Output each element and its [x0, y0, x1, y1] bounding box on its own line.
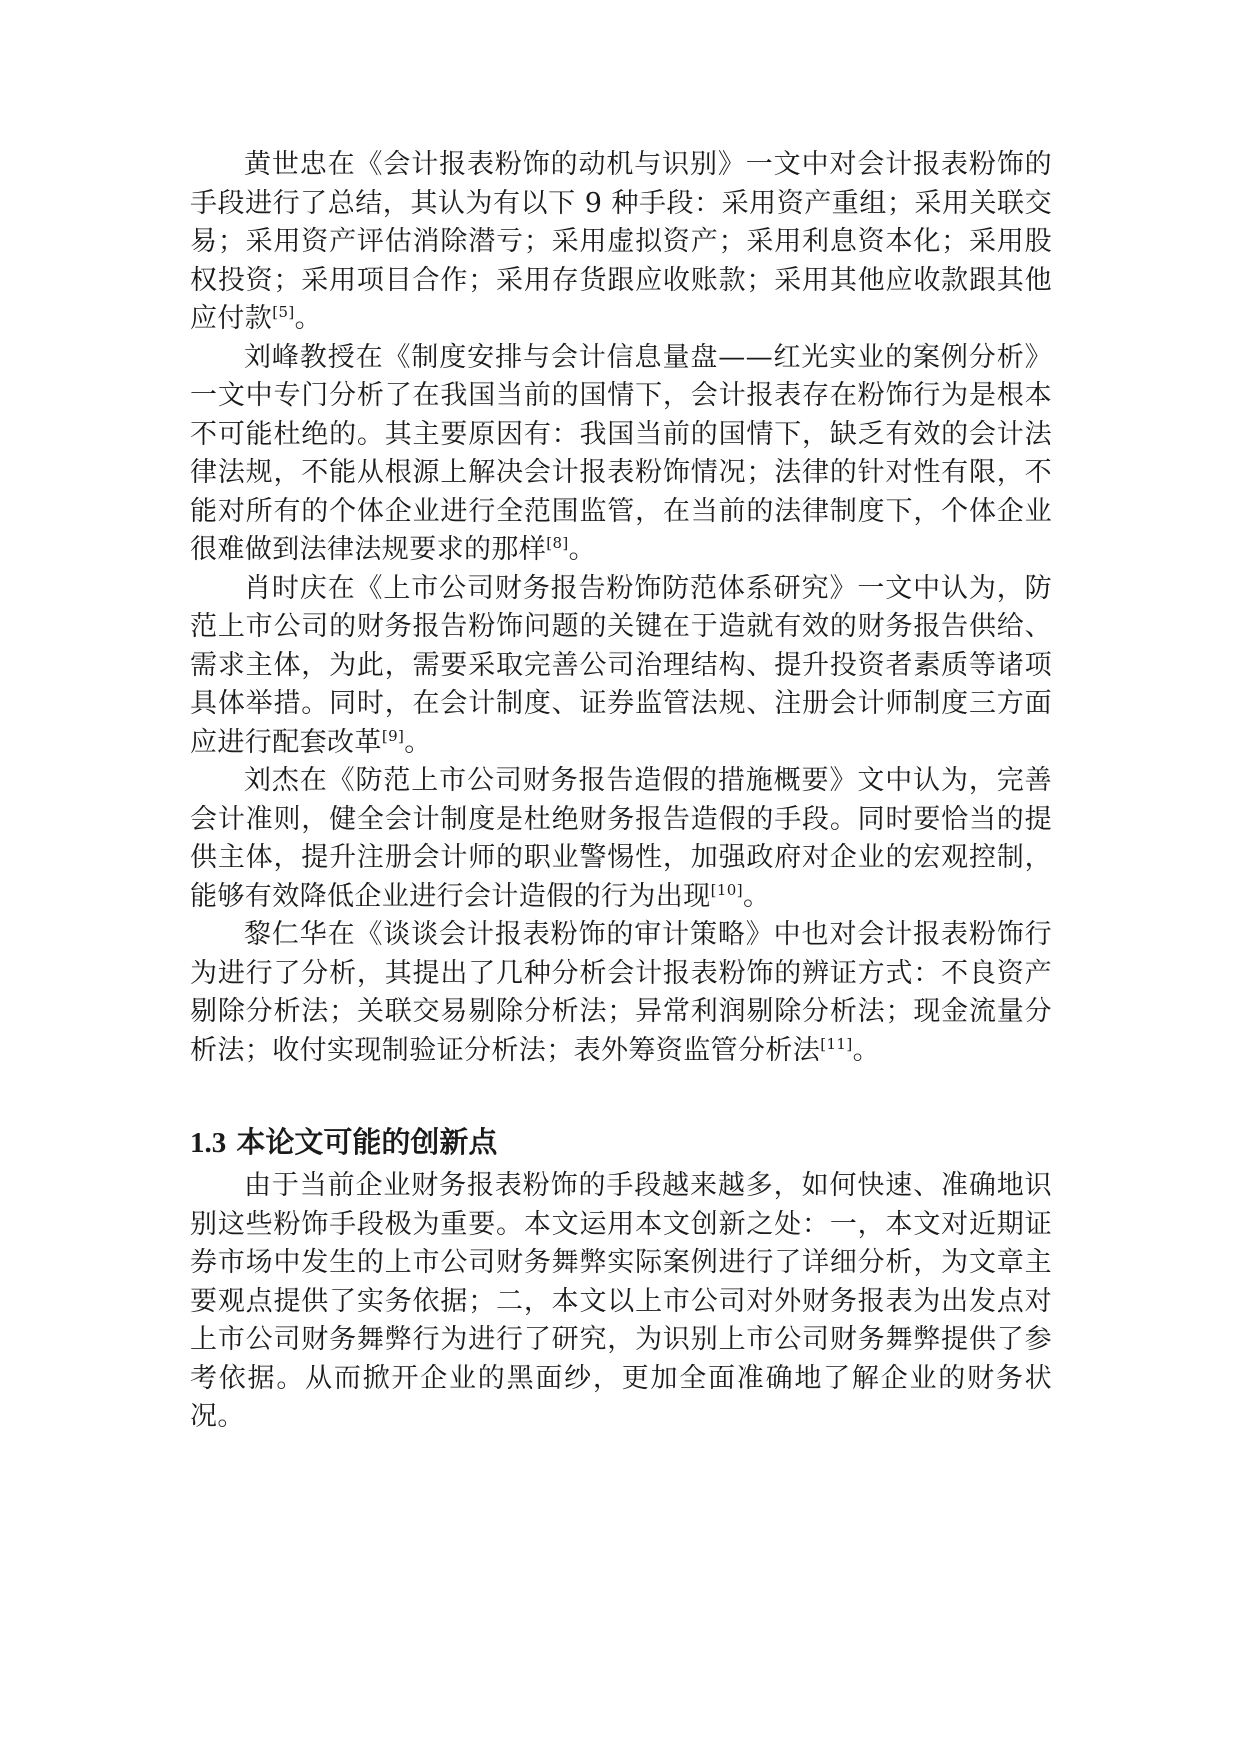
paragraph-text: 由于当前企业财务报表粉饰的手段越来越多，如何快速、准确地识别这些粉饰手段极为重要。本文运用本文创新之处：一，本文对近期证券市场中发生的上市公司财务舞弊实际案例进行了详细分析，为文章主要观点提供了实务依据；二，本文以上市公司对外财务报表为出发点对上市公司财务舞弊行为进行了研究，为识别上市公司财务舞弊提供了参考依据。从而掀开企业的黑面纱，更加全面准确地了解企业的财务状况。 — [190, 1170, 1052, 1432]
citation-ref: [11] — [820, 1034, 853, 1053]
review-paragraph-xiao — [190, 570, 1052, 763]
review-paragraph-liufeng — [190, 339, 1052, 570]
paragraph-end: 。 — [568, 534, 597, 565]
citation-ref: [8] — [546, 534, 569, 552]
citation-ref: [5] — [272, 303, 295, 321]
paragraph-end: 。 — [294, 303, 323, 334]
paragraph-text: 肖时庆在《上市公司财务报告粉饰防范体系研究》一文中认为，防范上市公司的财务报告粉饰问题的关键在于造就有效的财务报告供给、需求主体，为此，需要采取完善公司治理结构、提升投资者素质等诸项具体举措。同时，在会计制度、证券监管法规、注册会计师制度三方面应进行配套改革 — [190, 572, 1052, 758]
innovation-paragraph — [190, 1167, 1052, 1437]
paragraph-text: 黎仁华在《谈谈会计报表粉饰的审计策略》中也对会计报表粉饰行为进行了分析，其提出了几种分析会计报表粉饰的辨证方式：不良资产剔除分析法；关联交易剔除分析法；异常利润剔除分析法；现金流量分析法；收付实现制验证分析法；表外筹资监管分析法 — [190, 919, 1052, 1066]
paragraph-text: 黄世忠在《会计报表粉饰的动机与识别》一文中对会计报表粉饰的手段进行了总结，其认为有以下 9 种手段：采用资产重组；采用关联交易；采用资产评估消除潜亏；采用虚拟资产；采用利息资本化；采用股权投资；采用项目合作；采用存货跟应收账款；采用其他应收款跟其他应付款 — [190, 149, 1052, 334]
section-title: 本论文可能的创新点 — [226, 1125, 498, 1159]
review-paragraph-li — [190, 916, 1052, 1070]
paragraph-end: 。 — [743, 880, 771, 912]
review-paragraph-huang — [190, 146, 1052, 339]
paragraph-text: 刘峰教授在《制度安排与会计信息量盘——红光实业的案例分析》一文中专门分析了在我国当前的国情下，会计报表存在粉饰行为是根本不可能杜绝的。其主要原因有：我国当前的国情下，缺乏有效的会计法律法规，不能从根源上解决会计报表粉饰情况；法律的针对性有限，不能对所有的个体企业进行全范围监管，在当前的法律制度下，个体企业很难做到法律法规要求的那样 — [190, 341, 1052, 565]
paragraph-text: 刘杰在《防范上市公司财务报告造假的措施概要》文中认为，完善会计准则，健全会计制度是杜绝财务报告造假的手段。同时要恰当的提供主体，提升注册会计师的职业警惕性，加强政府对企业的宏观控制，能够有效降低企业进行会计造假的行为出现 — [190, 765, 1052, 912]
citation-ref: [10] — [710, 880, 744, 899]
paragraph-end: 。 — [852, 1034, 881, 1066]
document-page — [190, 146, 1052, 1437]
citation-ref: [9] — [381, 726, 405, 745]
section-heading — [190, 1122, 1052, 1163]
section-number: 1.3 — [190, 1127, 227, 1159]
review-paragraph-liujie — [190, 762, 1052, 916]
paragraph-end: 。 — [404, 726, 432, 758]
